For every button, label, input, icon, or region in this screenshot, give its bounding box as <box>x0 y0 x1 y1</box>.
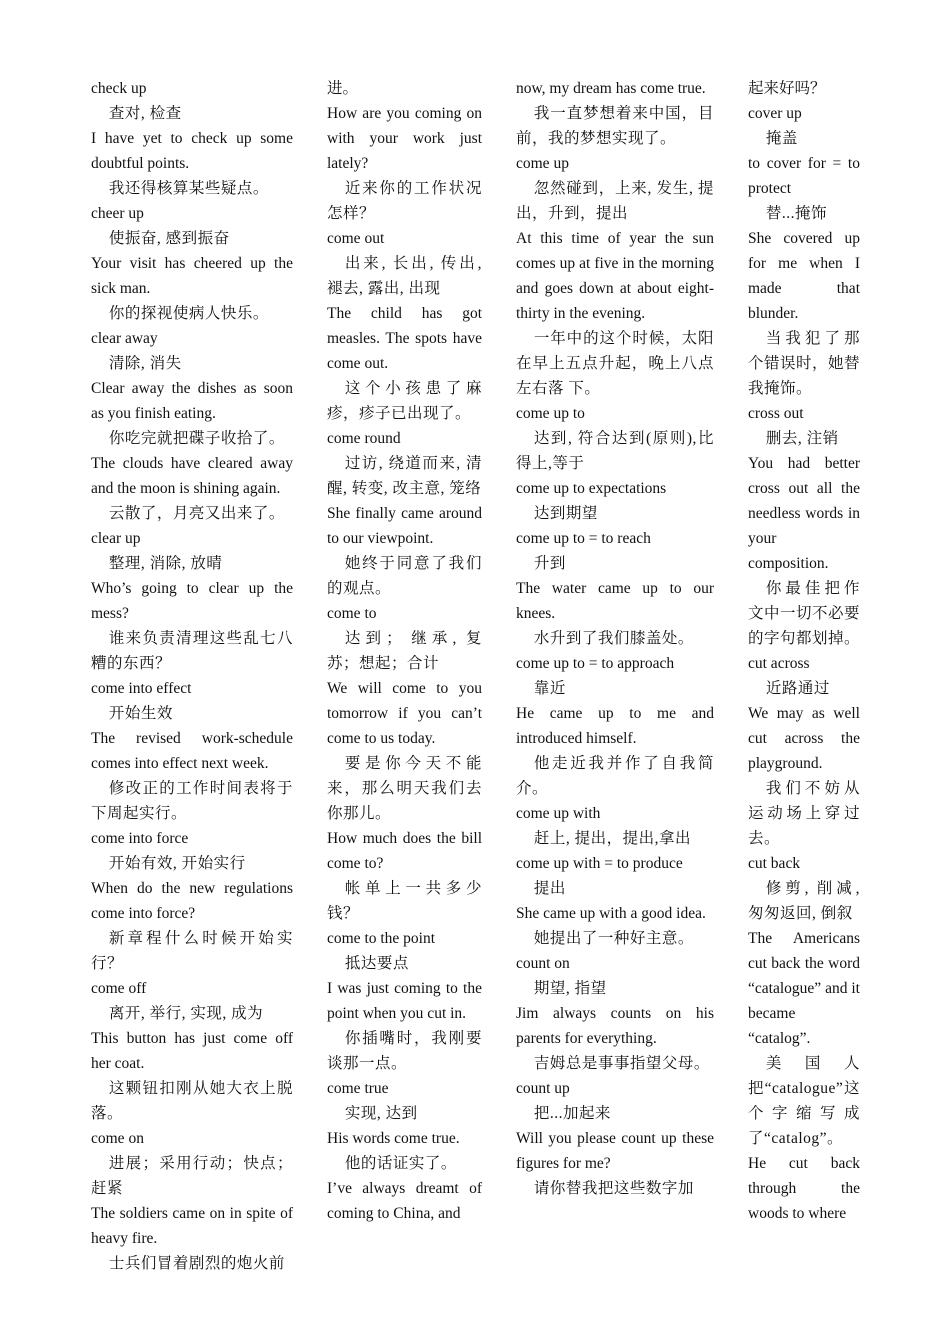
english-line: I have yet to check up some doubtful points. <box>91 130 293 172</box>
english-line: How are you coming on with your work just lately? <box>327 105 482 172</box>
chinese-translation: 清除, 消失 <box>108 355 182 372</box>
english-line: The Americans cut back the word “catalogue” and it became “catalog”. <box>748 930 860 1047</box>
chinese-translation: 赶上, 提出，提出,拿出 <box>533 830 691 847</box>
english-line: cut across <box>748 655 810 672</box>
chinese-translation: 请你替我把这些数字加 <box>533 1180 694 1197</box>
english-line: come to <box>327 605 377 622</box>
english-line: 起来好吗？ <box>748 80 826 97</box>
english-line: Jim always counts on his parents for everything. <box>516 1005 714 1047</box>
column-3 <box>516 76 714 1201</box>
chinese-translation: 他的话证实了。 <box>344 1155 457 1172</box>
chinese-translation: 修改正的工作时间表将于下周起实行。 <box>91 780 293 822</box>
column-1 <box>91 76 293 1276</box>
english-line: At this time of year the sun comes up at five in the morning and goes down at about eight-thirty in the evening. <box>516 230 714 322</box>
english-line: count up <box>516 1080 570 1097</box>
chinese-translation: 你插嘴时，我刚要谈那一点。 <box>327 1030 482 1072</box>
english-line: You had better cross out all the needless words in your composition. <box>748 455 860 572</box>
english-line: The revised work-schedule comes into effect next week. <box>91 730 293 772</box>
chinese-translation: 吉姆总是事事指望父母。 <box>533 1055 710 1072</box>
chinese-translation: 谁来负责清理这些乱七八糟的东西？ <box>91 630 293 672</box>
chinese-translation: 我们不妨从运动场上穿过去。 <box>748 780 860 847</box>
english-line: The water came up to our knees. <box>516 580 714 622</box>
english-line: come up to <box>516 405 585 422</box>
chinese-translation: 云散了，月亮又出来了。 <box>108 505 285 522</box>
english-line: come into force <box>91 830 189 847</box>
chinese-translation: 修剪, 削减, 匆匆返回, 倒叙 <box>748 880 860 922</box>
chinese-translation: 出来, 长出, 传出, 褪去, 露出, 出现 <box>327 255 482 297</box>
english-line: come off <box>91 980 147 997</box>
english-line: She finally came around to our viewpoint. <box>327 505 482 547</box>
chinese-translation: 掩盖 <box>765 130 798 147</box>
chinese-translation: 我一直梦想着来中国，目前，我的梦想实现了。 <box>516 105 714 147</box>
chinese-translation: 她终于同意了我们的观点。 <box>327 555 482 597</box>
chinese-translation: 一年中的这个时候，太阳在早上五点升起，晚上八点左右落 下。 <box>516 330 714 397</box>
english-line: come up <box>516 155 569 172</box>
english-line: When do the new regulations come into force? <box>91 880 293 922</box>
chinese-translation: 你最佳把作文中一切不必要的字句都划掉。 <box>748 580 861 647</box>
chinese-translation: 你的探视使病人快乐。 <box>108 305 269 322</box>
chinese-translation: 要是你今天不能来，那么明天我们去你那儿。 <box>327 755 482 822</box>
english-line: Your visit has cheered up the sick man. <box>91 255 293 297</box>
english-line: We may as well cut across the playground. <box>748 705 860 772</box>
chinese-translation: 整理, 消除, 放晴 <box>108 555 223 572</box>
chinese-translation: 这颗钮扣刚从她大衣上脱落。 <box>91 1080 293 1122</box>
chinese-translation: 开始有效, 开始实行 <box>108 855 246 872</box>
english-line: She came up with a good idea. <box>516 905 706 922</box>
english-line: He came up to me and introduced himself. <box>516 705 714 747</box>
english-line: clear away <box>91 330 158 347</box>
english-line: I’ve always dreamt of coming to China, and <box>327 1180 482 1222</box>
chinese-translation: 水升到了我们膝盖处。 <box>533 630 694 647</box>
chinese-translation: 她提出了一种好主意。 <box>533 930 694 947</box>
english-line: come up to = to approach <box>516 655 675 672</box>
english-line: I was just coming to the point when you cut in. <box>327 980 482 1022</box>
english-line: come out <box>327 230 385 247</box>
column-2 <box>327 76 482 1226</box>
english-line: The clouds have cleared away and the moon is shining again. <box>91 455 293 497</box>
column-4 <box>748 76 860 1226</box>
english-line: Clear away the dishes as soon as you finish eating. <box>91 380 293 422</box>
chinese-translation: 达到； 继承, 复苏；想起；合计 <box>327 630 482 672</box>
chinese-translation: 近来你的工作状况怎样？ <box>327 180 482 222</box>
english-line: check up <box>91 80 147 97</box>
english-line: come up to expectations <box>516 480 667 497</box>
english-line: cross out <box>748 405 804 422</box>
chinese-translation: 达到期望 <box>533 505 598 522</box>
chinese-translation: 忽然碰到，上来, 发生, 提出，升到，提出 <box>516 180 714 222</box>
english-line: come on <box>91 1130 144 1147</box>
english-line: now, my dream has come true. <box>516 80 706 97</box>
english-line: come up to = to reach <box>516 530 651 547</box>
english-line: She covered up for me when I made that blunder. <box>748 230 860 322</box>
chinese-translation: 达到, 符合达到(原则),比得上,等于 <box>516 430 714 472</box>
chinese-translation: 实现, 达到 <box>344 1105 418 1122</box>
english-line: count on <box>516 955 570 972</box>
english-line: We will come to you tomorrow if you can’t come to us today. <box>327 680 482 747</box>
english-line: clear up <box>91 530 141 547</box>
english-line: Will you please count up these figures for me? <box>516 1130 714 1172</box>
chinese-translation: 近路通过 <box>765 680 830 697</box>
chinese-translation: 这个小孩患了麻疹，疹子已出现了。 <box>327 380 482 422</box>
chinese-translation: 离开, 举行, 实现, 成为 <box>108 1005 264 1022</box>
english-line: The child has got measles. The spots have come out. <box>327 305 482 372</box>
english-line: come into effect <box>91 680 192 697</box>
english-line: This button has just come off her coat. <box>91 1030 293 1072</box>
english-line: Who’s going to clear up the mess? <box>91 580 293 622</box>
chinese-translation: 把...加起来 <box>533 1105 611 1122</box>
english-line: come to the point <box>327 930 436 947</box>
chinese-translation: 使振奋, 感到振奋 <box>108 230 230 247</box>
chinese-translation: 你吃完就把碟子收拾了。 <box>108 430 285 447</box>
chinese-translation: 帐单上一共多少钱？ <box>327 880 482 922</box>
chinese-translation: 当我犯了那个错误时，她替我掩饰。 <box>748 330 861 397</box>
chinese-translation: 新章程什么时候开始实行？ <box>91 930 293 972</box>
chinese-translation: 提出 <box>533 880 566 897</box>
chinese-translation: 查对, 检查 <box>108 105 182 122</box>
english-line: The soldiers came on in spite of heavy fire. <box>91 1205 293 1247</box>
chinese-translation: 过访, 绕道而来, 清醒, 转变, 改主意, 笼络 <box>327 455 482 497</box>
chinese-translation: 他走近我并作了自我简介。 <box>516 755 714 797</box>
english-line: to cover for = to protect <box>748 155 860 197</box>
english-line: cut back <box>748 855 801 872</box>
english-line: How much does the bill come to? <box>327 830 482 872</box>
chinese-translation: 抵达要点 <box>344 955 409 972</box>
chinese-translation: 替...掩饰 <box>765 205 827 222</box>
english-line: come up with = to produce <box>516 855 683 872</box>
chinese-translation: 删去, 注销 <box>765 430 839 447</box>
chinese-translation: 开始生效 <box>108 705 173 722</box>
english-line: cover up <box>748 105 802 122</box>
english-line: His words come true. <box>327 1130 460 1147</box>
english-line: cheer up <box>91 205 144 222</box>
chinese-translation: 升到 <box>533 555 566 572</box>
english-line: come true <box>327 1080 389 1097</box>
chinese-translation: 士兵们冒着剧烈的炮火前 <box>108 1255 285 1272</box>
chinese-translation: 期望, 指望 <box>533 980 607 997</box>
chinese-translation: 我还得核算某些疑点。 <box>108 180 269 197</box>
english-line: come up with <box>516 805 601 822</box>
chinese-translation: 美国人把“catalogue”这个字缩写成了“catalog”。 <box>748 1055 860 1147</box>
chinese-translation: 进展；采用行动；快点；赶紧 <box>91 1155 293 1197</box>
english-line: He cut back through the woods to where <box>748 1155 860 1222</box>
chinese-translation: 靠近 <box>533 680 566 697</box>
english-line: come round <box>327 430 401 447</box>
english-line: 进。 <box>327 80 359 97</box>
